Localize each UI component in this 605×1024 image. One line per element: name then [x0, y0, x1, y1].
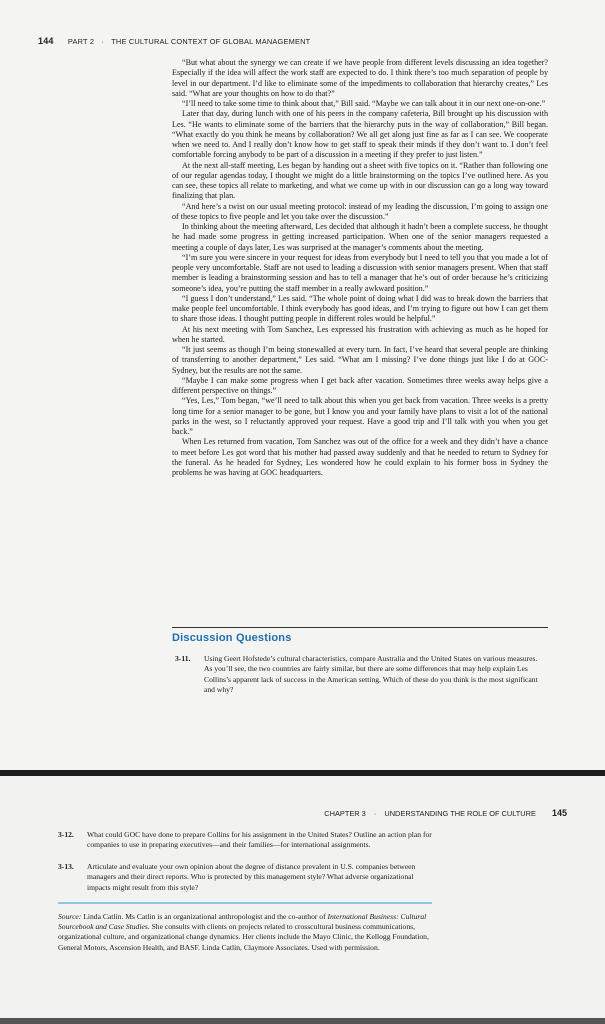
- paragraph: “It just seems as though I’m being stonewalled at every turn. In fact, I’ve heard that several people are thinking of transferring to another department,” Les said. “What am I missing? I’ve done things just like I do at GOC-Sydney, but the results are not the same.: [172, 345, 548, 375]
- question-text: What could GOC have done to prepare Collins for his assignment in the United States? Outline an action plan for companies to use in preparing executives—and their families—for international assignments.: [87, 830, 432, 850]
- question-3-13: [58, 862, 434, 893]
- page-number: 145: [551, 808, 567, 818]
- header-separator: ·: [373, 809, 377, 818]
- case-body-text: [172, 58, 548, 478]
- paragraph: In thinking about the meeting afterward, Les decided that although it hadn’t been a complete success, he thought he had made some progress in getting increased participation. When one of the senior managers requested a meeting a couple of days later, Les was surprised at the manager’s comments about the meeting.: [172, 222, 548, 252]
- paragraph: “I guess I don’t understand,” Les said. “The whole point of doing what I did was to break down the barriers that make people feel uncomfortable. I think everybody has good ideas, and I’m trying to figure out how I can get them to share those ideas. I thought putting people in different roles would be helpful.”: [172, 293, 548, 324]
- source-label: Source:: [58, 912, 82, 921]
- question-number: 3-11.: [175, 654, 191, 663]
- paragraph: “Yes, Les,” Tom began, “we’ll need to talk about this when you get back from vacation. Three weeks is a pretty long time for a senior manager to be gone, but I know you and your family have plans to visit a lot of the national parks in the west, so I reluctantly approved your request. Have a good trip and I’ll talk with you when you get back.”: [172, 396, 548, 436]
- discussion-questions-heading: Discussion Questions: [172, 632, 292, 644]
- paragraph: “And here’s a twist on our usual meeting protocol: instead of my leading the discussion, I’m going to assign one of these topics to five people and let you take over the discussion.”: [172, 201, 548, 221]
- question-text: Using Geert Hofstede’s cultural characteristics, compare Australia and the United States on various measures. As you’ll see, the two countries are fairly similar, but there are some differences that may help explain Les Collins’s apparent lack of success in the American setting. Which of these do you think is the most significant and why?: [204, 654, 538, 694]
- source-text: Linda Catlin. Ms Catlin is an organizational anthropologist and the co-author of: [81, 912, 328, 921]
- question-number: 3-12.: [58, 830, 74, 839]
- running-header-left: [38, 36, 575, 46]
- chapter-title: UNDERSTANDING THE ROLE OF CULTURE: [384, 809, 536, 818]
- paragraph: “I’m sure you were sincere in your request for ideas from everybody but I need to tell you that you made a lot of people very uncomfortable. Staff are not used to leading a discussion with senior managers present. When that staff member is leading a brainstorming session and has to tell a manager that he’s out of order because he’s criticizing someone’s idea, you’re putting the staff member in a really awkward position.”: [172, 252, 548, 293]
- part-title: THE CULTURAL CONTEXT OF GLOBAL MANAGEMENT: [111, 37, 311, 46]
- paragraph: “Maybe I can make some progress when I get back after vacation. Sometimes three weeks away helps give a different perspective on things.”: [172, 375, 548, 395]
- question-text: Articulate and evaluate your own opinion about the degree of distance prevalent in U.S. companies between managers and their direct reports. Who is protected by this management style? What adverse organizational impacts might result from this style?: [87, 862, 416, 892]
- paragraph: At the next all-staff meeting, Les began by handing out a sheet with five topics on it. “Rather than following one of our regular agendas today, I thought we might do a little brainstorming on the topics I’ve outlined here. As you can see, these topics all relate to marketing, and what we come up with in our discussion can go a long way toward finalizing that plan.: [172, 160, 548, 201]
- bottom-edge: [0, 1018, 605, 1024]
- source-divider: [58, 902, 432, 904]
- paragraph: When Les returned from vacation, Tom Sanchez was out of the office for a week and they didn’t have a chance to meet before Les got word that his mother had passed away suddenly and that he needed to return to Sydney for the funeral. As he headed for Sydney, Les wondered how he could explain to his former boss in Sydney the problems he was having at GOC headquarters.: [172, 437, 548, 477]
- header-separator: ·: [101, 37, 105, 46]
- source-note: [58, 912, 432, 953]
- paragraph: At his next meeting with Tom Sanchez, Les expressed his frustration with achieving as much as he hoped for when he started.: [172, 324, 548, 344]
- section-divider: [172, 627, 548, 628]
- paragraph: “I’ll need to take some time to think about that,” Bill said. “Maybe we can talk about it in our next one-on-one.”: [182, 99, 546, 108]
- right-page: [0, 776, 605, 1018]
- source-text: . She consults with clients on projects related to crosscultural business communications, organizational culture, and organizational change dynamics. Her clients include the Mayo Clinic, the Kellogg Foundation, General Motors, Ascension Health, and BASF. Linda Catlin, Claymore Associates. Used with permission.: [58, 922, 429, 952]
- source-book-title: International Business: Cultural Sourcebook and Case Studies: [58, 912, 427, 932]
- chapter-label: CHAPTER 3: [324, 809, 366, 818]
- question-3-11: [175, 654, 547, 695]
- question-number: 3-13.: [58, 862, 74, 871]
- running-header-right: [324, 808, 567, 818]
- page-number: 144: [38, 36, 54, 46]
- paragraph: “But what about the synergy we can create if we have people from different levels discussing an idea together? Especially if the idea will affect the work staff are expected to do. I think there’s too much separation of people by level in our department. I’d like to eliminate some of the impediments to collaboration that hierarchy creates,” Les said. “What are your thoughts on how to do that?”: [172, 58, 548, 98]
- paragraph: Later that day, during lunch with one of his peers in the company cafeteria, Bill brought up his discussion with Les. “He wants to eliminate some of the barriers that the hierarchy puts in the way of collaboration,” Bill began. “What exactly do you think he means by collaboration? We all get along just fine as far as I can see. We cooperate when we need to. And I really don’t know how to get staff to speak their minds if they don’t want to. I don’t feel comfortable forcing anybody to be part of a discussion in a meeting if they prefer to just listen.”: [172, 109, 548, 160]
- question-3-12: [58, 830, 434, 851]
- part-label: PART 2: [67, 37, 95, 46]
